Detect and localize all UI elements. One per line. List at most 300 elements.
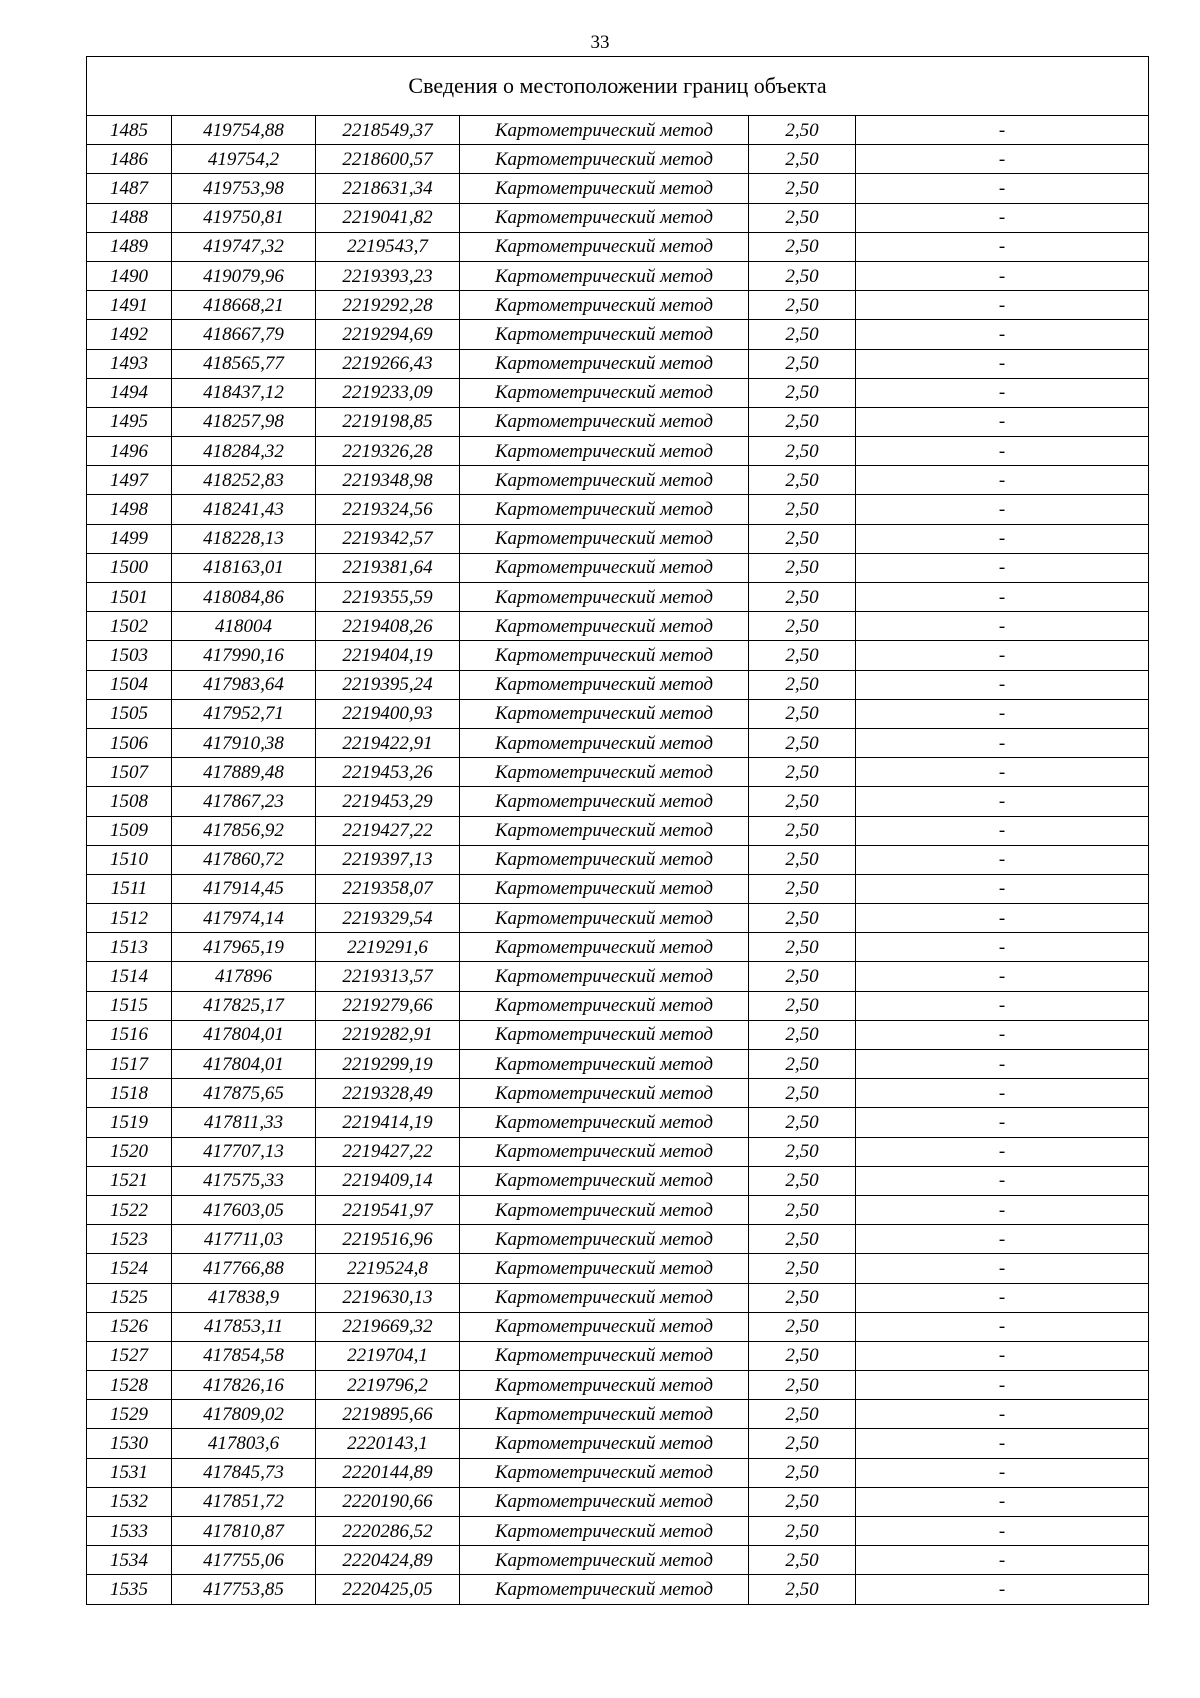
table-row — [87, 1371, 1149, 1400]
y-coordinate-cell: 2219427,22 — [316, 816, 460, 845]
accuracy-cell: 2,50 — [749, 904, 856, 933]
table-row — [87, 1400, 1149, 1429]
x-coordinate-cell: 417809,02 — [172, 1400, 316, 1429]
description-cell: - — [856, 583, 1149, 612]
y-coordinate-cell: 2219704,1 — [316, 1341, 460, 1370]
x-coordinate-cell: 417811,33 — [172, 1108, 316, 1137]
x-coordinate-cell: 417914,45 — [172, 874, 316, 903]
table-row — [87, 261, 1149, 290]
description-cell: - — [856, 1575, 1149, 1604]
x-coordinate-cell: 417875,65 — [172, 1079, 316, 1108]
y-coordinate-cell: 2219796,2 — [316, 1371, 460, 1400]
method-cell: Картометрический метод — [460, 874, 749, 903]
y-coordinate-cell: 2218600,57 — [316, 145, 460, 174]
accuracy-cell: 2,50 — [749, 670, 856, 699]
point-number-cell: 1517 — [87, 1050, 172, 1079]
description-cell: - — [856, 1108, 1149, 1137]
point-number-cell: 1520 — [87, 1137, 172, 1166]
x-coordinate-cell: 419754,2 — [172, 145, 316, 174]
table-row — [87, 933, 1149, 962]
y-coordinate-cell: 2220286,52 — [316, 1517, 460, 1546]
method-cell: Картометрический метод — [460, 612, 749, 641]
table-row — [87, 203, 1149, 232]
accuracy-cell: 2,50 — [749, 728, 856, 757]
method-cell: Картометрический метод — [460, 261, 749, 290]
page-number: 33 — [590, 32, 610, 53]
x-coordinate-cell: 418228,13 — [172, 524, 316, 553]
method-cell: Картометрический метод — [460, 1312, 749, 1341]
x-coordinate-cell: 417603,05 — [172, 1195, 316, 1224]
accuracy-cell: 2,50 — [749, 261, 856, 290]
accuracy-cell: 2,50 — [749, 466, 856, 495]
table-row — [87, 407, 1149, 436]
description-cell: - — [856, 1283, 1149, 1312]
x-coordinate-cell: 417575,33 — [172, 1166, 316, 1195]
description-cell: - — [856, 612, 1149, 641]
table-row — [87, 1341, 1149, 1370]
method-cell: Картометрический метод — [460, 1166, 749, 1195]
method-cell: Картометрический метод — [460, 1429, 749, 1458]
table-row — [87, 1575, 1149, 1604]
y-coordinate-cell: 2219427,22 — [316, 1137, 460, 1166]
description-cell: - — [856, 145, 1149, 174]
description-cell: - — [856, 1546, 1149, 1575]
point-number-cell: 1511 — [87, 874, 172, 903]
accuracy-cell: 2,50 — [749, 641, 856, 670]
accuracy-cell: 2,50 — [749, 174, 856, 203]
method-cell: Картометрический метод — [460, 641, 749, 670]
description-cell: - — [856, 1050, 1149, 1079]
y-coordinate-cell: 2219324,56 — [316, 495, 460, 524]
method-cell: Картометрический метод — [460, 758, 749, 787]
x-coordinate-cell: 418667,79 — [172, 320, 316, 349]
method-cell: Картометрический метод — [460, 291, 749, 320]
accuracy-cell: 2,50 — [749, 991, 856, 1020]
method-cell: Картометрический метод — [460, 991, 749, 1020]
x-coordinate-cell: 419754,88 — [172, 116, 316, 145]
y-coordinate-cell: 2218631,34 — [316, 174, 460, 203]
method-cell: Картометрический метод — [460, 787, 749, 816]
point-number-cell: 1522 — [87, 1195, 172, 1224]
method-cell: Картометрический метод — [460, 203, 749, 232]
y-coordinate-cell: 2219381,64 — [316, 553, 460, 582]
table-row — [87, 1050, 1149, 1079]
method-cell: Картометрический метод — [460, 1050, 749, 1079]
y-coordinate-cell: 2219414,19 — [316, 1108, 460, 1137]
y-coordinate-cell: 2219326,28 — [316, 437, 460, 466]
method-cell: Картометрический метод — [460, 495, 749, 524]
description-cell: - — [856, 670, 1149, 699]
table-row — [87, 1458, 1149, 1487]
point-number-cell: 1494 — [87, 378, 172, 407]
y-coordinate-cell: 2219453,26 — [316, 758, 460, 787]
accuracy-cell: 2,50 — [749, 553, 856, 582]
method-cell: Картометрический метод — [460, 1195, 749, 1224]
x-coordinate-cell: 418252,83 — [172, 466, 316, 495]
method-cell: Картометрический метод — [460, 845, 749, 874]
accuracy-cell: 2,50 — [749, 232, 856, 261]
y-coordinate-cell: 2219233,09 — [316, 378, 460, 407]
accuracy-cell: 2,50 — [749, 145, 856, 174]
table-row — [87, 495, 1149, 524]
x-coordinate-cell: 418284,32 — [172, 437, 316, 466]
table-row — [87, 670, 1149, 699]
x-coordinate-cell: 417707,13 — [172, 1137, 316, 1166]
x-coordinate-cell: 417853,11 — [172, 1312, 316, 1341]
description-cell: - — [856, 641, 1149, 670]
method-cell: Картометрический метод — [460, 816, 749, 845]
y-coordinate-cell: 2219397,13 — [316, 845, 460, 874]
x-coordinate-cell: 417803,6 — [172, 1429, 316, 1458]
method-cell: Картометрический метод — [460, 145, 749, 174]
accuracy-cell: 2,50 — [749, 1546, 856, 1575]
table-row — [87, 524, 1149, 553]
method-cell: Картометрический метод — [460, 1283, 749, 1312]
description-cell: - — [856, 1341, 1149, 1370]
point-number-cell: 1516 — [87, 1020, 172, 1049]
table-row — [87, 612, 1149, 641]
table-row — [87, 904, 1149, 933]
method-cell: Картометрический метод — [460, 1225, 749, 1254]
accuracy-cell: 2,50 — [749, 1050, 856, 1079]
x-coordinate-cell: 419750,81 — [172, 203, 316, 232]
method-cell: Картометрический метод — [460, 174, 749, 203]
point-number-cell: 1501 — [87, 583, 172, 612]
accuracy-cell: 2,50 — [749, 816, 856, 845]
description-cell: - — [856, 203, 1149, 232]
point-number-cell: 1487 — [87, 174, 172, 203]
point-number-cell: 1510 — [87, 845, 172, 874]
method-cell: Картометрический метод — [460, 349, 749, 378]
x-coordinate-cell: 418241,43 — [172, 495, 316, 524]
x-coordinate-cell: 418565,77 — [172, 349, 316, 378]
description-cell: - — [856, 699, 1149, 728]
accuracy-cell: 2,50 — [749, 699, 856, 728]
x-coordinate-cell: 418437,12 — [172, 378, 316, 407]
x-coordinate-cell: 417974,14 — [172, 904, 316, 933]
accuracy-cell: 2,50 — [749, 1575, 856, 1604]
point-number-cell: 1509 — [87, 816, 172, 845]
table-row — [87, 874, 1149, 903]
description-cell: - — [856, 1137, 1149, 1166]
method-cell: Картометрический метод — [460, 437, 749, 466]
description-cell: - — [856, 553, 1149, 582]
y-coordinate-cell: 2219404,19 — [316, 641, 460, 670]
method-cell: Картометрический метод — [460, 378, 749, 407]
point-number-cell: 1502 — [87, 612, 172, 641]
method-cell: Картометрический метод — [460, 583, 749, 612]
y-coordinate-cell: 2219342,57 — [316, 524, 460, 553]
accuracy-cell: 2,50 — [749, 1517, 856, 1546]
x-coordinate-cell: 417755,06 — [172, 1546, 316, 1575]
point-number-cell: 1499 — [87, 524, 172, 553]
table-row — [87, 349, 1149, 378]
y-coordinate-cell: 2219266,43 — [316, 349, 460, 378]
x-coordinate-cell: 418668,21 — [172, 291, 316, 320]
y-coordinate-cell: 2219348,98 — [316, 466, 460, 495]
accuracy-cell: 2,50 — [749, 1254, 856, 1283]
table-row — [87, 1195, 1149, 1224]
table-row — [87, 116, 1149, 145]
y-coordinate-cell: 2219393,23 — [316, 261, 460, 290]
accuracy-cell: 2,50 — [749, 874, 856, 903]
x-coordinate-cell: 417854,58 — [172, 1341, 316, 1370]
method-cell: Картометрический метод — [460, 524, 749, 553]
method-cell: Картометрический метод — [460, 407, 749, 436]
method-cell: Картометрический метод — [460, 1517, 749, 1546]
accuracy-cell: 2,50 — [749, 1487, 856, 1516]
accuracy-cell: 2,50 — [749, 1166, 856, 1195]
description-cell: - — [856, 845, 1149, 874]
x-coordinate-cell: 417856,92 — [172, 816, 316, 845]
point-number-cell: 1526 — [87, 1312, 172, 1341]
table-row — [87, 1079, 1149, 1108]
y-coordinate-cell: 2219198,85 — [316, 407, 460, 436]
point-number-cell: 1503 — [87, 641, 172, 670]
description-cell: - — [856, 116, 1149, 145]
point-number-cell: 1529 — [87, 1400, 172, 1429]
accuracy-cell: 2,50 — [749, 349, 856, 378]
point-number-cell: 1515 — [87, 991, 172, 1020]
table-row — [87, 583, 1149, 612]
y-coordinate-cell: 2219313,57 — [316, 962, 460, 991]
x-coordinate-cell: 417990,16 — [172, 641, 316, 670]
point-number-cell: 1505 — [87, 699, 172, 728]
x-coordinate-cell: 417804,01 — [172, 1050, 316, 1079]
point-number-cell: 1495 — [87, 407, 172, 436]
description-cell: - — [856, 1020, 1149, 1049]
y-coordinate-cell: 2219669,32 — [316, 1312, 460, 1341]
description-cell: - — [856, 933, 1149, 962]
point-number-cell: 1535 — [87, 1575, 172, 1604]
description-cell: - — [856, 962, 1149, 991]
accuracy-cell: 2,50 — [749, 1429, 856, 1458]
point-number-cell: 1513 — [87, 933, 172, 962]
description-cell: - — [856, 787, 1149, 816]
description-cell: - — [856, 728, 1149, 757]
description-cell: - — [856, 232, 1149, 261]
table-row — [87, 466, 1149, 495]
x-coordinate-cell: 418163,01 — [172, 553, 316, 582]
description-cell: - — [856, 758, 1149, 787]
x-coordinate-cell: 417838,9 — [172, 1283, 316, 1312]
method-cell: Картометрический метод — [460, 1487, 749, 1516]
point-number-cell: 1530 — [87, 1429, 172, 1458]
accuracy-cell: 2,50 — [749, 437, 856, 466]
accuracy-cell: 2,50 — [749, 1079, 856, 1108]
x-coordinate-cell: 417825,17 — [172, 991, 316, 1020]
table-row — [87, 437, 1149, 466]
point-number-cell: 1533 — [87, 1517, 172, 1546]
point-number-cell: 1523 — [87, 1225, 172, 1254]
point-number-cell: 1518 — [87, 1079, 172, 1108]
method-cell: Картометрический метод — [460, 1341, 749, 1370]
point-number-cell: 1485 — [87, 116, 172, 145]
y-coordinate-cell: 2219355,59 — [316, 583, 460, 612]
accuracy-cell: 2,50 — [749, 1020, 856, 1049]
table-row — [87, 553, 1149, 582]
description-cell: - — [856, 378, 1149, 407]
y-coordinate-cell: 2218549,37 — [316, 116, 460, 145]
description-cell: - — [856, 1079, 1149, 1108]
description-cell: - — [856, 874, 1149, 903]
x-coordinate-cell: 417867,23 — [172, 787, 316, 816]
point-number-cell: 1491 — [87, 291, 172, 320]
x-coordinate-cell: 417889,48 — [172, 758, 316, 787]
table-row — [87, 378, 1149, 407]
accuracy-cell: 2,50 — [749, 787, 856, 816]
x-coordinate-cell: 417965,19 — [172, 933, 316, 962]
method-cell: Картометрический метод — [460, 1371, 749, 1400]
point-number-cell: 1524 — [87, 1254, 172, 1283]
description-cell: - — [856, 1487, 1149, 1516]
y-coordinate-cell: 2220190,66 — [316, 1487, 460, 1516]
point-number-cell: 1527 — [87, 1341, 172, 1370]
table-row — [87, 1517, 1149, 1546]
method-cell: Картометрический метод — [460, 1020, 749, 1049]
table-row — [87, 991, 1149, 1020]
method-cell: Картометрический метод — [460, 728, 749, 757]
accuracy-cell: 2,50 — [749, 1341, 856, 1370]
accuracy-cell: 2,50 — [749, 407, 856, 436]
table-row — [87, 1429, 1149, 1458]
point-number-cell: 1534 — [87, 1546, 172, 1575]
x-coordinate-cell: 417766,88 — [172, 1254, 316, 1283]
point-number-cell: 1521 — [87, 1166, 172, 1195]
x-coordinate-cell: 417845,73 — [172, 1458, 316, 1487]
point-number-cell: 1488 — [87, 203, 172, 232]
method-cell: Картометрический метод — [460, 699, 749, 728]
accuracy-cell: 2,50 — [749, 203, 856, 232]
point-number-cell: 1490 — [87, 261, 172, 290]
x-coordinate-cell: 418084,86 — [172, 583, 316, 612]
table-row — [87, 1108, 1149, 1137]
x-coordinate-cell: 417896 — [172, 962, 316, 991]
x-coordinate-cell: 419753,98 — [172, 174, 316, 203]
table-row — [87, 641, 1149, 670]
table-body — [87, 116, 1149, 1605]
description-cell: - — [856, 349, 1149, 378]
method-cell: Картометрический метод — [460, 1400, 749, 1429]
accuracy-cell: 2,50 — [749, 291, 856, 320]
method-cell: Картометрический метод — [460, 320, 749, 349]
point-number-cell: 1512 — [87, 904, 172, 933]
table-row — [87, 699, 1149, 728]
x-coordinate-cell: 417826,16 — [172, 1371, 316, 1400]
y-coordinate-cell: 2219041,82 — [316, 203, 460, 232]
method-cell: Картометрический метод — [460, 1546, 749, 1575]
point-number-cell: 1528 — [87, 1371, 172, 1400]
y-coordinate-cell: 2219422,91 — [316, 728, 460, 757]
accuracy-cell: 2,50 — [749, 1371, 856, 1400]
table-row — [87, 1254, 1149, 1283]
point-number-cell: 1496 — [87, 437, 172, 466]
y-coordinate-cell: 2219299,19 — [316, 1050, 460, 1079]
x-coordinate-cell: 417983,64 — [172, 670, 316, 699]
point-number-cell: 1508 — [87, 787, 172, 816]
point-number-cell: 1492 — [87, 320, 172, 349]
description-cell: - — [856, 1371, 1149, 1400]
point-number-cell: 1525 — [87, 1283, 172, 1312]
y-coordinate-cell: 2219524,8 — [316, 1254, 460, 1283]
description-cell: - — [856, 320, 1149, 349]
accuracy-cell: 2,50 — [749, 378, 856, 407]
x-coordinate-cell: 417910,38 — [172, 728, 316, 757]
accuracy-cell: 2,50 — [749, 962, 856, 991]
y-coordinate-cell: 2219294,69 — [316, 320, 460, 349]
point-number-cell: 1500 — [87, 553, 172, 582]
point-number-cell: 1498 — [87, 495, 172, 524]
accuracy-cell: 2,50 — [749, 116, 856, 145]
method-cell: Картометрический метод — [460, 1079, 749, 1108]
accuracy-cell: 2,50 — [749, 1137, 856, 1166]
table-row — [87, 1312, 1149, 1341]
y-coordinate-cell: 2219358,07 — [316, 874, 460, 903]
table-row — [87, 845, 1149, 874]
y-coordinate-cell: 2219541,97 — [316, 1195, 460, 1224]
description-cell: - — [856, 291, 1149, 320]
x-coordinate-cell: 419747,32 — [172, 232, 316, 261]
accuracy-cell: 2,50 — [749, 933, 856, 962]
table-row — [87, 962, 1149, 991]
y-coordinate-cell: 2220143,1 — [316, 1429, 460, 1458]
accuracy-cell: 2,50 — [749, 1312, 856, 1341]
table-row — [87, 1166, 1149, 1195]
description-cell: - — [856, 1312, 1149, 1341]
point-number-cell: 1514 — [87, 962, 172, 991]
accuracy-cell: 2,50 — [749, 495, 856, 524]
accuracy-cell: 2,50 — [749, 583, 856, 612]
description-cell: - — [856, 816, 1149, 845]
accuracy-cell: 2,50 — [749, 1400, 856, 1429]
description-cell: - — [856, 174, 1149, 203]
point-number-cell: 1519 — [87, 1108, 172, 1137]
x-coordinate-cell: 417711,03 — [172, 1225, 316, 1254]
table-row — [87, 728, 1149, 757]
description-cell: - — [856, 466, 1149, 495]
point-number-cell: 1497 — [87, 466, 172, 495]
method-cell: Картометрический метод — [460, 1108, 749, 1137]
x-coordinate-cell: 417753,85 — [172, 1575, 316, 1604]
point-number-cell: 1507 — [87, 758, 172, 787]
accuracy-cell: 2,50 — [749, 1458, 856, 1487]
description-cell: - — [856, 524, 1149, 553]
y-coordinate-cell: 2219282,91 — [316, 1020, 460, 1049]
y-coordinate-cell: 2219408,26 — [316, 612, 460, 641]
accuracy-cell: 2,50 — [749, 1108, 856, 1137]
x-coordinate-cell: 417851,72 — [172, 1487, 316, 1516]
x-coordinate-cell: 417952,71 — [172, 699, 316, 728]
x-coordinate-cell: 417810,87 — [172, 1517, 316, 1546]
method-cell: Картометрический метод — [460, 1575, 749, 1604]
description-cell: - — [856, 1254, 1149, 1283]
point-number-cell: 1532 — [87, 1487, 172, 1516]
y-coordinate-cell: 2219453,29 — [316, 787, 460, 816]
method-cell: Картометрический метод — [460, 1137, 749, 1166]
y-coordinate-cell: 2220424,89 — [316, 1546, 460, 1575]
table-row — [87, 1487, 1149, 1516]
y-coordinate-cell: 2219395,24 — [316, 670, 460, 699]
method-cell: Картометрический метод — [460, 670, 749, 699]
method-cell: Картометрический метод — [460, 466, 749, 495]
description-cell: - — [856, 495, 1149, 524]
table-row — [87, 816, 1149, 845]
x-coordinate-cell: 417860,72 — [172, 845, 316, 874]
description-cell: - — [856, 904, 1149, 933]
x-coordinate-cell: 418004 — [172, 612, 316, 641]
table-row — [87, 232, 1149, 261]
y-coordinate-cell: 2220425,05 — [316, 1575, 460, 1604]
